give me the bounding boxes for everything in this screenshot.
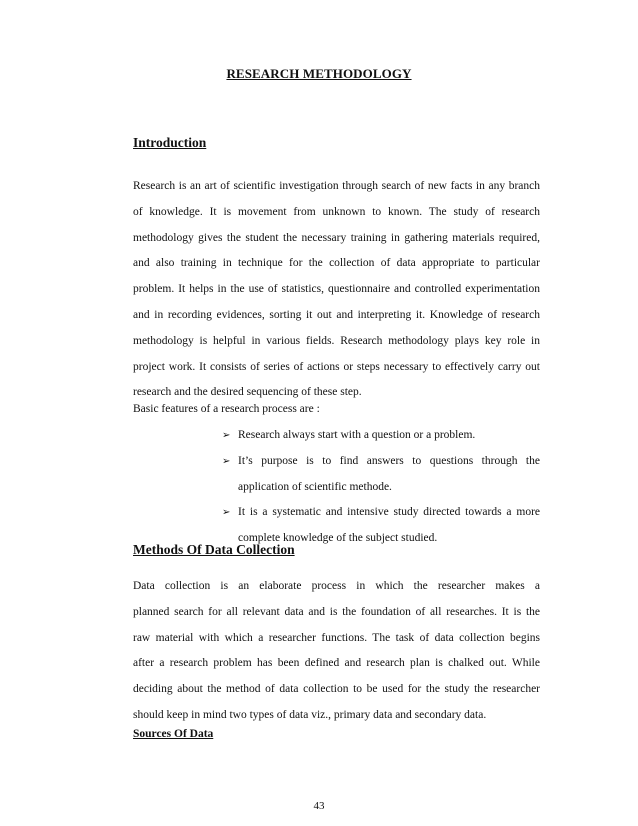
introduction-heading: Introduction <box>133 135 207 150</box>
paragraph-line: of knowledge. It is movement from unknown to known. The study of research <box>133 205 540 218</box>
paragraph-line: planned search for all relevant data and is the foundation of all researches. It is the <box>133 605 540 618</box>
paragraph-line: deciding about the method of data collection to be used for the study the researcher <box>133 683 540 696</box>
bullet-line: complete knowledge of the subject studied. <box>238 532 438 545</box>
paragraph-line: methodology gives the student the necessary training in gathering materials required, <box>133 231 540 244</box>
feature-bullet-list <box>222 423 540 552</box>
paragraph-line: and also training in technique for the collection of data appropriate to particular <box>133 257 540 270</box>
page-number: 43 <box>313 800 325 812</box>
methods-paragraph <box>133 574 540 729</box>
introduction-paragraph <box>133 174 540 406</box>
paragraph-line: raw material with which a researcher functions. The task of data collection begins <box>133 631 540 644</box>
paragraph-line: methodology is helpful in various fields. Research methodology plays key role in <box>133 334 540 347</box>
bullet-line: Research always start with a question or a problem. <box>238 429 476 441</box>
sources-heading: Sources Of Data <box>133 728 214 740</box>
paragraph-line: Basic features of a research process are : <box>133 403 320 415</box>
list-item <box>222 449 540 501</box>
paragraph-line: project work. It consists of series of actions or steps necessary to effectively carry out <box>133 360 540 373</box>
list-item <box>222 423 540 449</box>
paragraph-line: should keep in mind two types of data viz., primary data and secondary data. <box>133 708 487 721</box>
bullet-line: It is a systematic and intensive study directed towards a more <box>238 506 540 519</box>
paragraph-line: Research is an art of scientific investigation through search of new facts in any branch <box>133 180 540 192</box>
arrow-bullet-icon: ➢ <box>222 507 231 519</box>
methods-heading: Methods Of Data Collection <box>133 542 295 557</box>
bullet-line: It’s purpose is to find answers to questions through the <box>238 454 540 467</box>
arrow-bullet-icon: ➢ <box>222 430 231 441</box>
paragraph-line: Data collection is an elaborate process in which the researcher makes a <box>133 580 540 592</box>
paragraph-line: problem. It helps in the use of statistics, questionnaire and controlled experimentation <box>133 283 540 296</box>
paragraph-line: and in recording evidences, sorting it out and interpreting it. Knowledge of research <box>133 308 540 321</box>
document-title: RESEARCH METHODOLOGY <box>226 66 412 81</box>
paragraph-line: after a research problem has been defined and research plan is chalked out. While <box>133 657 540 670</box>
paragraph-line: research and the desired sequencing of these step. <box>133 386 362 399</box>
basic-features-intro <box>133 397 540 423</box>
arrow-bullet-icon: ➢ <box>222 455 231 467</box>
bullet-line: application of scientific methode. <box>238 480 392 493</box>
